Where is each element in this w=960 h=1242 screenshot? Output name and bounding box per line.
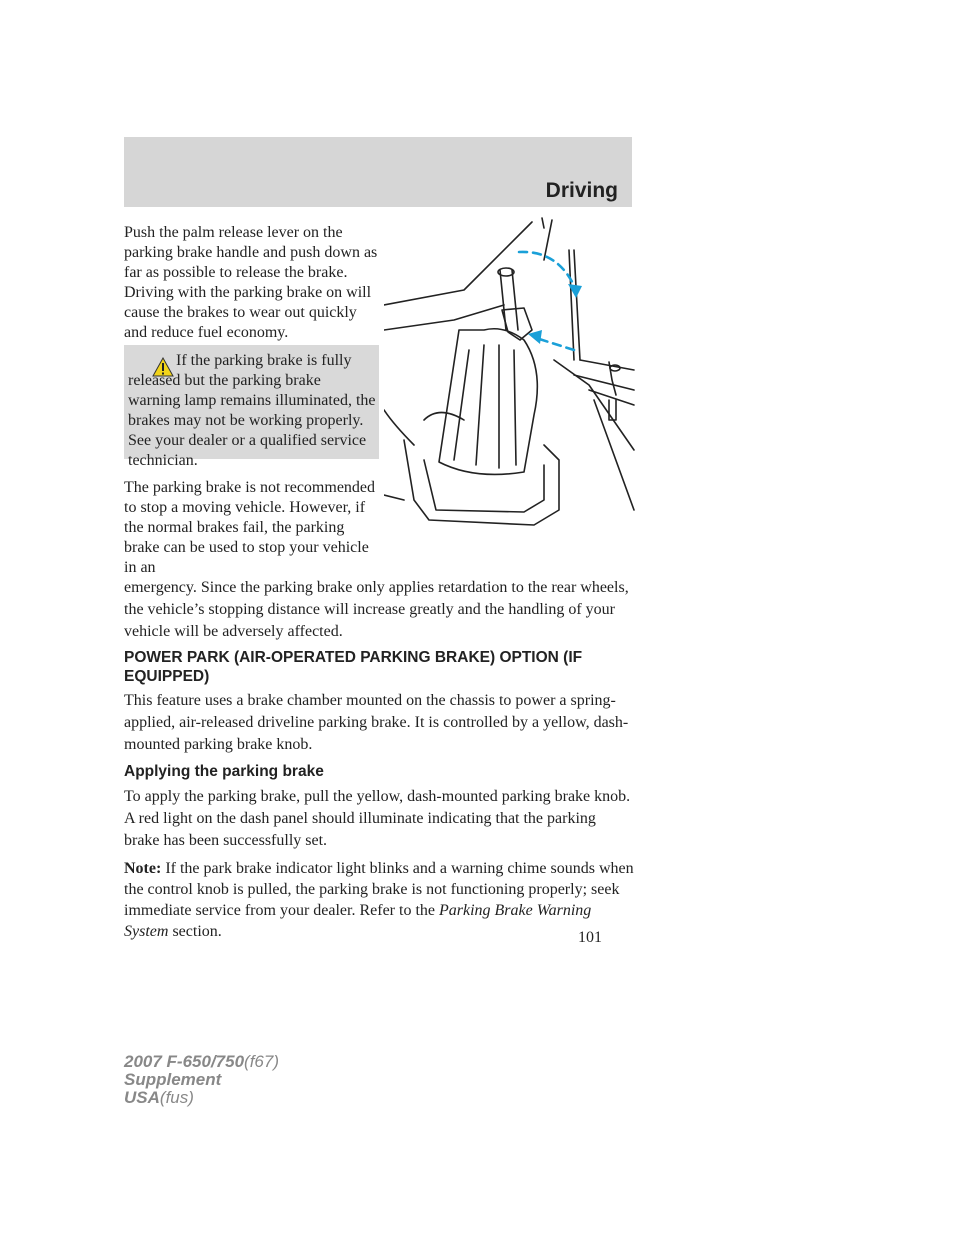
applying-body: To apply the parking brake, pull the yellow, dash-mounted parking brake knob. A red light on the dash panel should illuminate indicating that the parking brake has been successfully set.: [124, 788, 631, 849]
note-label: Note:: [124, 860, 162, 877]
intro-paragraph: Push the palm release lever on the parking brake handle and push down as far as possible to release the brake. Driving with the parking brake on will cause the brakes to wear out quickly and reduce fuel economy.: [124, 224, 378, 341]
note-paragraph: [124, 858, 634, 942]
section-header-band: [124, 137, 632, 207]
footer-region-code: (fus): [159, 1088, 194, 1107]
document-footer: [124, 1053, 279, 1107]
footer-doc-type: Supplement: [124, 1070, 222, 1089]
section-title: Driving: [545, 179, 618, 202]
power-park-heading: POWER PARK (AIR-OPERATED PARKING BRAKE) OPTION (IF EQUIPPED): [124, 649, 583, 685]
emergency-paragraph-part1: The parking brake is not recommended to stop a moving vehicle. However, if the normal brakes fail, the parking brake can be used to stop your vehicle in an: [124, 479, 376, 576]
emergency-paragraph-part2: emergency. Since the parking brake only applies retardation to the rear wheels, the vehicle’s stopping distance will increase greatly and the handling of your vehicle will be adversely affected.: [124, 579, 629, 640]
footer-model: 2007 F-650/750: [124, 1052, 245, 1071]
note-reference: Parking Brake Warning System: [124, 902, 592, 940]
note-body: If the park brake indicator light blinks and a warning chime sounds when the control knob is pulled, the parking brake is not functioning properly; seek immediate service from your dealer. Refer to the: [124, 860, 634, 919]
footer-model-code: (f67): [244, 1052, 280, 1071]
applying-heading: Applying the parking brake: [124, 763, 324, 780]
footer-region: USA: [124, 1088, 160, 1107]
page-number: 101: [578, 929, 602, 946]
warning-text: If the parking brake is fully released but the parking brake warning lamp remains illuminated, the brakes may not be working properly. See your dealer or a qualified service technician.: [128, 352, 376, 469]
power-park-body: This feature uses a brake chamber mounted on the chassis to power a spring-applied, air-released driveline parking brake. It is controlled by a yellow, dash-mounted parking brake knob.: [124, 692, 629, 753]
parking-brake-handle-illustration: [384, 210, 636, 530]
warning-box: [124, 345, 379, 469]
note-end: section.: [172, 923, 222, 940]
